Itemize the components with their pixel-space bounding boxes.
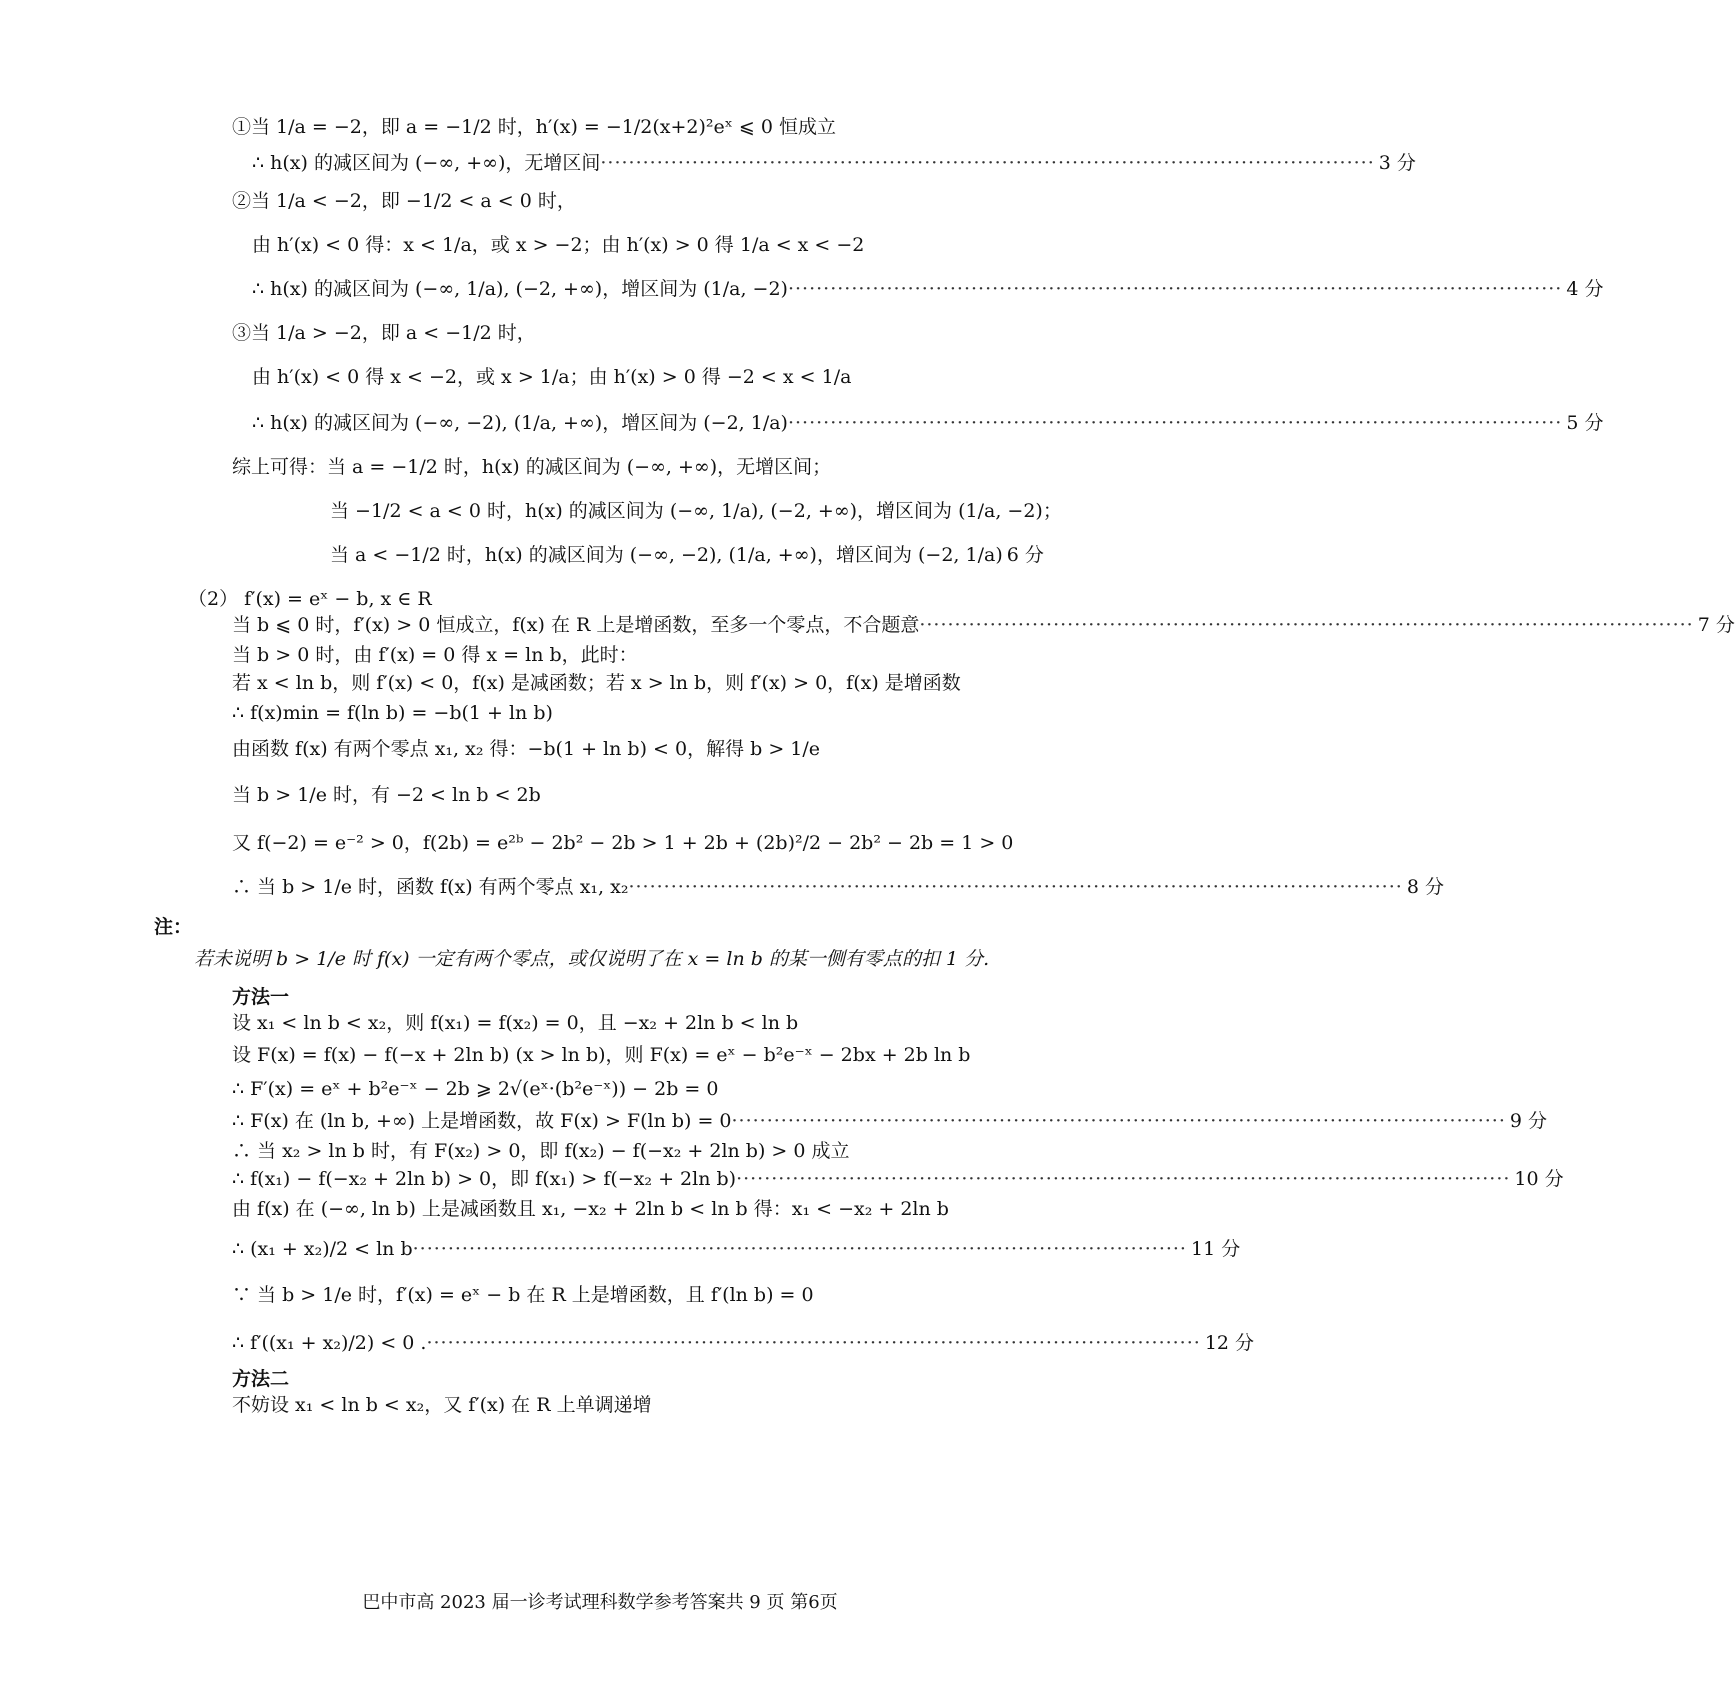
line-text: ∴ f(x₁) − f(−x₂ + 2ln b) > 0，即 f(x₁) > f(−x₂ + 2ln b) <box>232 1168 737 1190</box>
line-m1-decreasing: 由 f(x) 在 (−∞, ln b) 上是减函数且 x₁, −x₂ + 2ln b < ln b 得：x₁ < −x₂ + 2ln b <box>232 1198 949 1220</box>
line-text: ∴ h(x) 的减区间为 (−∞, 1/a), (−2, +∞)，增区间为 (1/a, −2) <box>252 278 788 300</box>
line-summary-1: 综上可得：当 a = −1/2 时，h(x) 的减区间为 (−∞, +∞)，无增区间； <box>232 456 832 478</box>
line-m1-average <box>232 1236 1241 1262</box>
dot-leader: ·············································································································· <box>628 876 1403 898</box>
line-text: ∴ h(x) 的减区间为 (−∞, −2), (1/a, +∞)，增区间为 (−2, 1/a) <box>252 412 788 434</box>
line-text: ∴ 当 b > 1/e 时，函数 f(x) 有两个零点 x₁, x₂ <box>232 876 629 898</box>
line-case2: ②当 1/a < −2，即 −1/2 < a < 0 时， <box>232 190 576 212</box>
line-case3-derivation: 由 h′(x) < 0 得 x < −2，或 x > 1/a；由 h′(x) > 0 得 −2 < x < 1/a <box>252 366 852 388</box>
line-case1: ①当 1/a = −2，即 a = −1/2 时，h′(x) = −1/2(x+2)²eˣ ⩽ 0 恒成立 <box>232 116 836 138</box>
score-label: 7 分 <box>1697 614 1735 636</box>
dot-leader: ·············································································································· <box>731 1110 1506 1132</box>
note-text: 若未说明 b > 1/e 时 f(x) 一定有两个零点，或仅说明了在 x = ln b 的某一侧有零点的扣 1 分. <box>194 948 990 970</box>
score-label: 6 分 <box>1006 544 1044 566</box>
line-text: 当 a < −1/2 时，h(x) 的减区间为 (−∞, −2), (1/a, +∞)，增区间为 (−2, 1/a) <box>330 544 1003 566</box>
line-m1-final <box>232 1330 1255 1356</box>
line-text: ∴ (x₁ + x₂)/2 < ln b <box>232 1238 413 1260</box>
line-m1-define-F: 设 F(x) = f(x) − f(−x + 2ln b) (x > ln b)，则 F(x) = eˣ − b²e⁻ˣ − 2bx + 2b ln b <box>232 1044 971 1066</box>
line-case3: ③当 1/a > −2，即 a < −1/2 时， <box>232 322 536 344</box>
dot-leader: ·············································································································· <box>426 1332 1201 1354</box>
line-part2-header: （2） f′(x) = eˣ − b, x ∈ R <box>188 588 432 610</box>
score-label: 9 分 <box>1509 1110 1548 1132</box>
score-label: 8 分 <box>1406 876 1444 898</box>
score-label: 3 分 <box>1378 152 1416 174</box>
line-m2-assume: 不妨设 x₁ < ln b < x₂，又 f′(x) 在 R 上单调递增 <box>232 1394 652 1416</box>
dot-leader: ·············································································································· <box>787 278 1563 300</box>
line-part2-conclusion <box>232 874 1444 900</box>
line-m1-because: ∵ 当 b > 1/e 时，f′(x) = eˣ − b 在 R 上是增函数，且 f′(ln b) = 0 <box>232 1284 814 1306</box>
line-part2-min: ∴ f(x)min = f(ln b) = −b(1 + ln b) <box>232 702 553 724</box>
line-part2-monotonic: 若 x < ln b，则 f′(x) < 0，f(x) 是减函数；若 x > ln b，则 f′(x) > 0，f(x) 是增函数 <box>232 672 961 694</box>
line-m1-inequality <box>232 1166 1564 1192</box>
line-summary-2: 当 −1/2 < a < 0 时，h(x) 的减区间为 (−∞, 1/a), (−2, +∞)，增区间为 (1/a, −2)； <box>330 500 1062 522</box>
score-label: 4 分 <box>1566 278 1604 300</box>
line-m1-F-x2: ∴ 当 x₂ > ln b 时，有 F(x₂) > 0，即 f(x₂) − f(−x₂ + 2ln b) > 0 成立 <box>232 1140 850 1162</box>
line-text: 当 b ⩽ 0 时，f′(x) > 0 恒成立，f(x) 在 R 上是增函数，至多一个零点，不合题意 <box>232 614 920 636</box>
dot-leader: ·············································································································· <box>412 1238 1187 1260</box>
line-summary-3 <box>330 542 1044 568</box>
line-part2-values: 又 f(−2) = e⁻² > 0，f(2b) = e²ᵇ − 2b² − 2b > 1 + 2b + (2b)²/2 − 2b² − 2b = 1 > 0 <box>232 832 1014 854</box>
score-label: 5 分 <box>1566 412 1604 434</box>
line-m1-increasing <box>232 1108 1548 1134</box>
line-case1-result <box>252 150 1416 176</box>
score-label: 11 分 <box>1190 1238 1241 1260</box>
line-text: ∴ h(x) 的减区间为 (−∞, +∞)，无增区间 <box>252 152 601 174</box>
line-part2-b-positive: 当 b > 0 时，由 f′(x) = 0 得 x = ln b，此时： <box>232 644 638 666</box>
line-part2-zeros: 由函数 f(x) 有两个零点 x₁, x₂ 得：−b(1 + ln b) < 0，解得 b > 1/e <box>232 738 821 760</box>
line-case2-result <box>252 276 1604 302</box>
method2-heading: 方法二 <box>232 1368 290 1390</box>
score-label: 12 分 <box>1204 1332 1255 1354</box>
dot-leader: ·············································································································· <box>919 614 1694 636</box>
line-m1-assume: 设 x₁ < ln b < x₂，则 f(x₁) = f(x₂) = 0，且 −x₂ + 2ln b < ln b <box>232 1012 799 1034</box>
dot-leader: ·············································································································· <box>787 412 1563 434</box>
page-footer: 巴中市高 2023 届一诊考试理科数学参考答案共 9 页 第6页 <box>362 1592 838 1613</box>
line-case2-derivation: 由 h′(x) < 0 得：x < 1/a，或 x > −2；由 h′(x) > 0 得 1/a < x < −2 <box>252 234 865 256</box>
line-part2-b-nonpositive <box>232 612 1735 638</box>
line-text: ∴ f′((x₁ + x₂)/2) < 0 . <box>232 1332 427 1354</box>
line-case3-result <box>252 410 1604 436</box>
line-m1-derivative: ∴ F′(x) = eˣ + b²e⁻ˣ − 2b ⩾ 2√(eˣ·(b²e⁻ˣ)) − 2b = 0 <box>232 1078 719 1100</box>
dot-leader: ·············································································································· <box>600 152 1375 174</box>
score-label: 10 分 <box>1514 1168 1564 1190</box>
line-part2-range: 当 b > 1/e 时，有 −2 < ln b < 2b <box>232 784 541 806</box>
dot-leader: ·············································································································· <box>736 1168 1511 1190</box>
line-text: ∴ F(x) 在 (ln b, +∞) 上是增函数，故 F(x) > F(ln b) = 0 <box>232 1110 732 1132</box>
note-label: 注： <box>154 916 193 938</box>
method1-heading: 方法一 <box>232 986 290 1008</box>
